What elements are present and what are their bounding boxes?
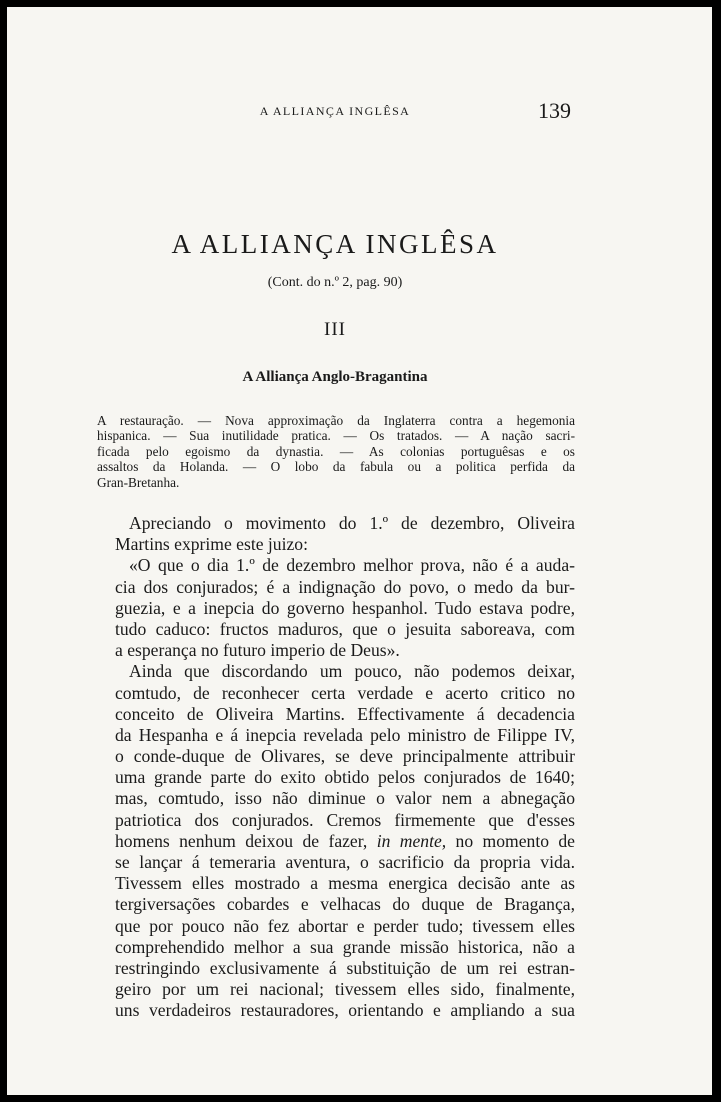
- chapter-summary: [97, 413, 575, 490]
- body-line: cia dos conjurados; é a indignação do povo, o medo da bur-: [115, 576, 575, 597]
- body-line: mas, comtudo, isso não diminue o valor nem a abnegação: [115, 788, 575, 809]
- body-text: [115, 513, 575, 1022]
- summary-line: hispanica. — Sua inutilidade pratica. — Os tratados. — A nação sacri-: [97, 428, 575, 444]
- continuation-note: (Cont. do n.º 2, pag. 90): [267, 275, 403, 290]
- body-line: que por pouco não fez abortar e perder tudo; tivessem elles: [115, 915, 575, 936]
- body-line: geiro por um rei nacional; tivessem elles sido, finalmente,: [115, 979, 575, 1000]
- body-text-segment: no momento de: [446, 830, 575, 851]
- body-line: Ainda que discordando um pouco, não podemos deixar,: [129, 661, 575, 682]
- body-line: tergiversações cobardes e velhacas do duque de Bragança,: [115, 894, 575, 915]
- body-line: uma grande parte do exito obtido pelos conjurados de 1640;: [115, 767, 575, 788]
- body-line: conceito de Oliveira Martins. Effectivamente á decadencia: [115, 703, 575, 724]
- body-line: Tivessem elles mostrado a mesma energica decisão ante as: [115, 873, 575, 894]
- body-line: se lançar á temeraria aventura, o sacrificio da propria vida.: [115, 852, 575, 872]
- body-line: Apreciando o movimento do 1.º de dezembro, Oliveira: [129, 513, 575, 533]
- body-text-segment: homens nenhum deixou de fazer,: [115, 830, 377, 851]
- document-page: [7, 7, 712, 1095]
- summary-line: ficada pelo egoismo da dynastia. — As colonias portuguêsas e os: [97, 443, 575, 459]
- body-line-mixed: [115, 831, 575, 852]
- summary-line: Gran-Bretanha.: [97, 474, 180, 490]
- show-through-text: [447, 135, 712, 395]
- body-line: uns verdadeiros restauradores, orientando e ampliando a sua: [115, 1000, 575, 1021]
- body-line: Martins exprime este juizo:: [115, 534, 308, 555]
- body-line: comtudo, de reconhecer certa verdade e acerto critico no: [115, 682, 575, 703]
- article-title: A ALLIANÇA INGLÊSA: [171, 229, 499, 259]
- body-line: restringindo exclusivamente á substituição de um rei estran-: [115, 957, 575, 978]
- body-line: patriotica dos conjurados. Cremos firmemente que d'esses: [115, 809, 575, 830]
- running-head-title: A ALLIANÇA INGLÊSA: [259, 104, 411, 118]
- body-line: tudo caduco: fructos maduros, que o jesuita saboreava, com: [115, 618, 575, 639]
- section-title: A Alliança Anglo-Bragantina: [242, 369, 428, 385]
- body-line: o conde-duque de Olivares, se deve principalmente attribuir: [115, 746, 575, 767]
- section-number: III: [324, 319, 346, 340]
- body-line: comprehendido melhor a sua grande missão historica, não a: [115, 936, 575, 957]
- running-head: [7, 98, 712, 128]
- body-line: a esperança no futuro imperio de Deus».: [115, 640, 400, 661]
- summary-line: assaltos da Holanda. — O lobo da fabula ou a politica perfida da: [97, 459, 575, 475]
- summary-line: A restauração. — Nova approximação da Inglaterra contra a hegemonia: [97, 413, 575, 428]
- body-line: guezia, e a inepcia do governo hespanhol. Tudo estava podre,: [115, 597, 575, 618]
- body-line: «O que o dia 1.º de dezembro melhor prova, não é a auda-: [129, 555, 575, 576]
- italic-phrase: in mente,: [376, 830, 447, 851]
- page-number: 139: [538, 98, 571, 123]
- body-line: da Hespanha e á inepcia revelada pelo ministro de Filippe IV,: [115, 724, 575, 745]
